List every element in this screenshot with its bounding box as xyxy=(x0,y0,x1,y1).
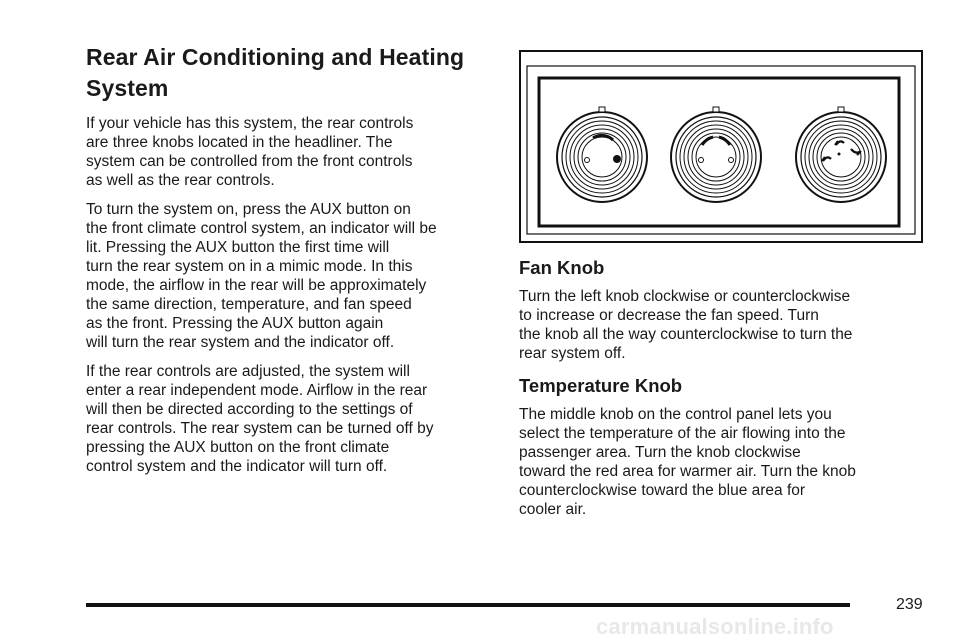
mode-knob-icon xyxy=(796,107,886,202)
page-title: Rear Air Conditioning and Heating System xyxy=(86,44,465,101)
left-column xyxy=(86,42,496,486)
temperature-knob-heading: Temperature Knob xyxy=(519,375,683,396)
temperature-knob-icon xyxy=(671,107,761,202)
intro-paragraph: If your vehicle has this system, the rear controls are three knobs located in the headliner. The system can be controlled from the front controls as well as the rear controls. xyxy=(86,115,414,189)
footer-divider xyxy=(86,603,850,607)
rear-control-panel-illustration xyxy=(519,50,923,243)
temperature-knob-text: The middle knob on the control panel lets you select the temperature of the air flowing into the passenger area. Turn the knob clockwise toward the red area for warmer air. Turn the knob counterclockwise toward the blue area for cooler air. xyxy=(519,406,856,518)
mimic-mode-paragraph: To turn the system on, press the AUX button on the front climate control system, an indicator will be lit. Pressing the AUX button the first time will turn the rear system on in a mimic mode. In this mode, the airflow in the rear will be approximately the same direction, temperature, and fan speed as the front. Pressing the AUX button again will turn the rear system and the indicator off. xyxy=(86,201,437,351)
page-number: 239 xyxy=(896,596,923,613)
independent-mode-paragraph: If the rear controls are adjusted, the system will enter a rear independent mode. Airflow in the rear will then be directed according to the settings of rear controls. The rear system can be turned off by pressing the AUX button on the front climate control system and the indicator will turn off. xyxy=(86,363,434,475)
fan-knob-heading: Fan Knob xyxy=(519,257,605,278)
watermark: carmanualsonline.info xyxy=(596,614,834,639)
control-panel-drawing xyxy=(521,52,921,241)
fan-knob-text: Turn the left knob clockwise or counterclockwise to increase or decrease the fan speed. Turn the knob all the way counterclockwise to turn the rear system off. xyxy=(519,288,853,362)
fan-knob-icon xyxy=(557,107,647,202)
right-column xyxy=(519,256,929,530)
